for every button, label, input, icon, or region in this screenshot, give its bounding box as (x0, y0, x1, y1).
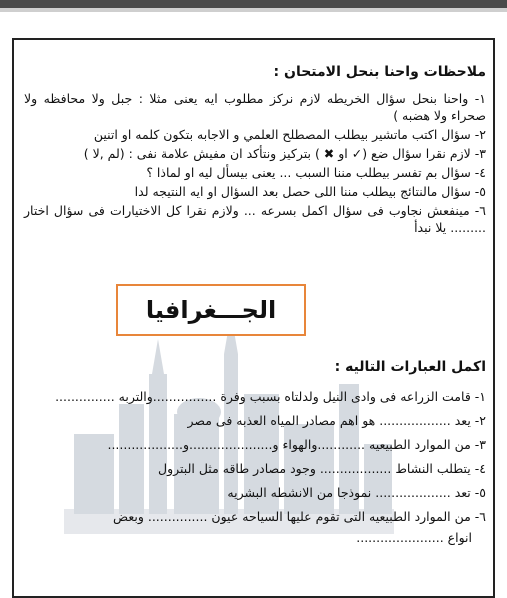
note-item: ٤- سؤال بم تفسر بيطلب مننا السبب ... يعنى بيسأل ليه او لماذا ؟ (146, 165, 486, 180)
completion-item: ٢- يعد .................. هو اهم مصادر المياه العذبه فى مصر (187, 413, 486, 428)
completion-item: ١- قامت الزراعه فى وادى النيل ولدلتاه بسبب وفرة ................والتربه ............... (55, 389, 486, 404)
completion-item (24, 508, 486, 546)
top-bar (0, 0, 507, 8)
completion-item: ٤- يتطلب النشاط .................. وجود مصادر طاقه مثل البترول (158, 461, 486, 476)
notes-list (24, 90, 486, 238)
subject-title-box (116, 284, 306, 336)
note-item: ٦- مينفعش نجاوب فى سؤال اكمل بسرعه ... ولازم نقرا كل الاختيارات فى سؤال اختار ......... يلا نبدأ (24, 203, 486, 235)
note-item: ٣- لازم نقرا سؤال ضع (✓ او ✖ ) بتركيز ونتأكد ان مفيش علامة نفى : (لم ,لا ) (83, 146, 486, 161)
note-item: ٢- سؤال اكتب ماتشير بيطلب المصطلح العلمي و الاجابه بتكون كلمه او اتنين (93, 127, 486, 142)
completion-items (24, 388, 486, 553)
completion-item: ٥- تعد ................... نموذجا من الانشطه البشريه (227, 485, 486, 500)
section-title: اكمل العبارات التاليه : (334, 359, 486, 375)
subject-title: الجـــغرافيا (145, 296, 277, 324)
document-page (24, 44, 486, 571)
note-item: ١- واحنا بنحل سؤال الخريطه لازم نركز مطلوب ايه يعنى مثلا : جبل ولا محافظه ولا صحراء ولا هضبه ) (24, 91, 486, 123)
notes-heading: ملاحظات واحنا بنحل الامتحان : (273, 64, 486, 80)
top-bar-shadow (0, 8, 507, 12)
completion-item-line: ٦- من الموارد الطبيعيه التى تقوم عليها السياحه عيون ............... وبعض (113, 509, 486, 524)
completion-item-continuation: انواع ...................... (356, 530, 472, 545)
completion-item: ٣- من الموارد الطبيعيه ............والهواء و.....................و................... (107, 437, 486, 452)
note-item: ٥- سؤال مالنتائج بيطلب مننا اللى حصل بعد السؤال او ايه النتيجه لدا (134, 184, 486, 199)
